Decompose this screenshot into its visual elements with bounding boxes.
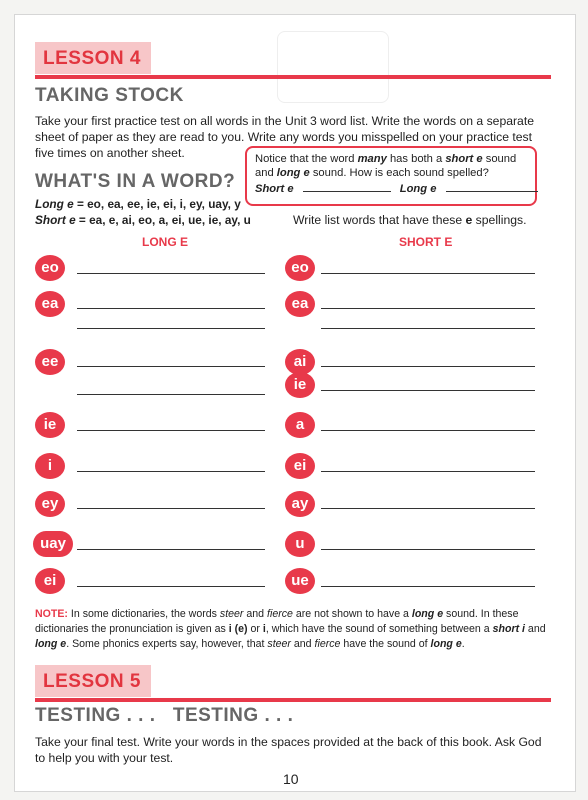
answer-line[interactable] [321, 508, 535, 509]
long-pill-uay: uay [33, 531, 73, 557]
long-pill-eo: eo [35, 255, 65, 281]
short-pill-ea: ea [285, 291, 315, 317]
lesson-5-rule [35, 698, 551, 702]
long-e-spellings: Long e = eo, ea, ee, ie, ei, i, ey, uay, y [35, 197, 241, 211]
answer-line[interactable] [77, 394, 265, 395]
answer-line[interactable] [77, 308, 265, 309]
answer-line[interactable] [77, 366, 265, 367]
answer-line[interactable] [321, 430, 535, 431]
write-instruction: Write list words that have these e spellings. [293, 213, 527, 227]
short-pill-u: u [285, 531, 315, 557]
long-pill-ie: ie [35, 412, 65, 438]
short-e-answer-line[interactable] [303, 191, 391, 192]
answer-line[interactable] [77, 328, 265, 329]
whats-in-a-word-heading: WHAT'S IN A WORD? [35, 171, 236, 192]
answer-line[interactable] [321, 273, 535, 274]
many-note-box [245, 146, 537, 206]
short-pill-ei: ei [285, 453, 315, 479]
answer-line[interactable] [77, 273, 265, 274]
long-e-answer-label: Long e [399, 183, 437, 195]
long-e-answer-line[interactable] [446, 191, 538, 192]
answer-line[interactable] [321, 549, 535, 550]
taking-stock-text: Take your first practice test on all words in the Unit 3 word list. Write the words on a separate sheet of paper as they are read to you. Write any words you misspelled on your practice test five times on another sheet. [35, 114, 535, 160]
answer-line[interactable] [77, 430, 265, 431]
answer-line[interactable] [321, 586, 535, 587]
many-note-text: Notice that the word many has both a short e sound and long e sound. How is each sound spelled? [255, 153, 517, 179]
short-pill-eo: eo [285, 255, 315, 281]
short-pill-ai: ai [285, 349, 315, 375]
final-test-text: Take your final test. Write your words in the spaces provided at the back of this book. Ask God to help you with your test. [35, 735, 542, 765]
short-e-spellings: Short e = ea, e, ai, eo, a, ei, ue, ie, ay, u [35, 213, 251, 227]
answer-line[interactable] [321, 308, 535, 309]
lesson-5-tab: LESSON 5 [35, 665, 151, 697]
long-pill-ei: ei [35, 568, 65, 594]
answer-line[interactable] [77, 586, 265, 587]
answer-line[interactable] [321, 328, 535, 329]
long-pill-ea: ea [35, 291, 65, 317]
lesson-4-rule [35, 75, 551, 79]
answer-line[interactable] [77, 549, 265, 550]
short-pill-ie: ie [285, 372, 315, 398]
short-pill-ue: ue [285, 568, 315, 594]
long-e-column-header: LONG E [142, 235, 189, 249]
answer-line[interactable] [77, 471, 265, 472]
bleed-through-mark [277, 31, 389, 103]
short-e-column-header: SHORT E [399, 235, 453, 249]
answer-line[interactable] [321, 366, 535, 367]
short-pill-ay: ay [285, 491, 315, 517]
pronunciation-note: NOTE: In some dictionaries, the words steer and fierce are not shown to have a long e sound. In these dictionaries the pronunciation is given as i (e) or i, which have the sound of something between a short i and long e. Some phonics experts say, however, that steer and fierce have the sound of long e. [35, 608, 546, 650]
answer-line[interactable] [77, 508, 265, 509]
page-number: 10 [283, 771, 299, 787]
workbook-page [14, 14, 576, 792]
long-pill-ee: ee [35, 349, 65, 375]
long-pill-ey: ey [35, 491, 65, 517]
short-pill-a: a [285, 412, 315, 438]
short-e-answer-label: Short e [255, 183, 294, 195]
long-pill-i: i [35, 453, 65, 479]
answer-line[interactable] [321, 390, 535, 391]
answer-line[interactable] [321, 471, 535, 472]
testing-heading: TESTING . . . TESTING . . . [35, 705, 294, 726]
lesson-4-tab: LESSON 4 [35, 42, 151, 74]
taking-stock-heading: TAKING STOCK [35, 85, 184, 106]
